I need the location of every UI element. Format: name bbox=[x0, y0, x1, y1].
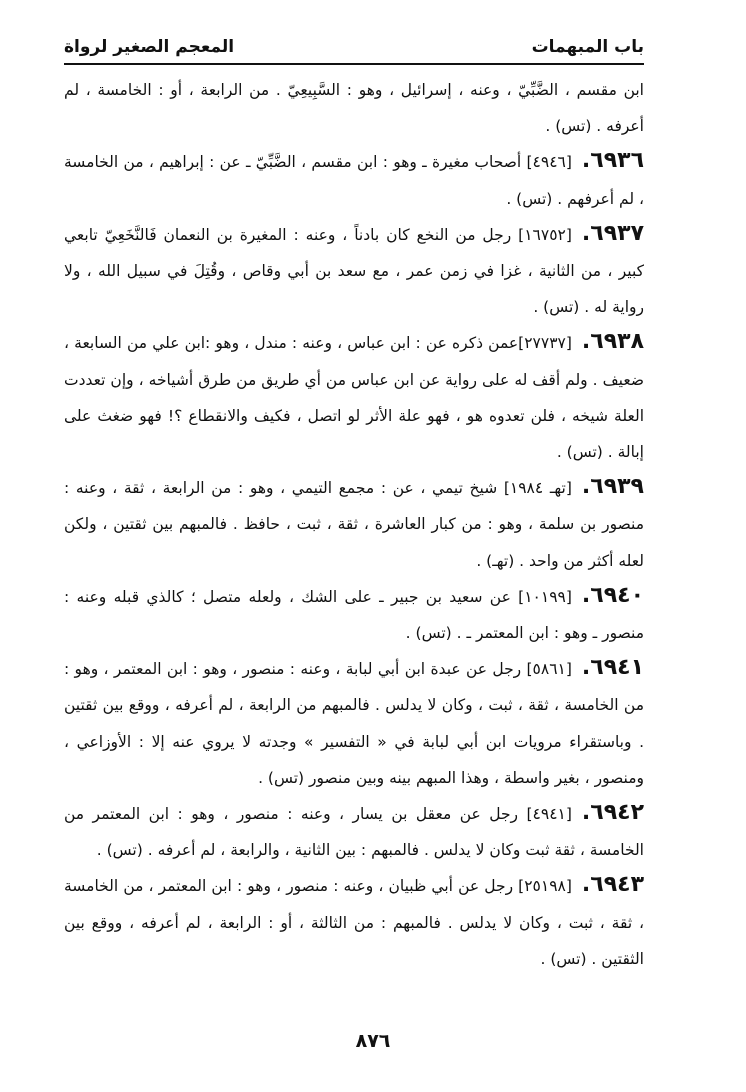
running-header bbox=[64, 30, 644, 64]
entry-6939 bbox=[64, 470, 644, 579]
entry-number: ٦٩٤١. bbox=[581, 655, 644, 681]
header-divider bbox=[64, 63, 644, 65]
entry-6941 bbox=[64, 651, 644, 796]
entry-text: [٤٩٤٦] أصحاب مغيرة ـ وهو : ابن مقسم ، الضَّبِّيّ ـ عن : إبراهيم ، من الخامسة ، لم أعرفهم . (تس) . bbox=[64, 153, 644, 208]
entry-text: [٥٨٦١] رجل عن عبدة ابن أبي لبابة ، وعنه : منصور ، وهو : ابن المعتمر ، وهو : من الخامسة ، ثقة ، ثبت ، وكان لا يدلس . فالمبهم من الرابعة ، لم أعرفه ، ووقع بين ثقتين . وباستقراء مرويات ابن أبي لبابة في « التفسير » وجدته لا يروي عنه إلا : الأوزاعي ، ومنصور ، بغير واسطة ، وهذا المبهم بينه وبين منصور (تس) . bbox=[64, 660, 644, 787]
entry-number: ٦٩٤٢. bbox=[581, 800, 644, 826]
entry-number: ٦٩٣٦. bbox=[581, 148, 644, 174]
entry-6940 bbox=[64, 579, 644, 651]
entry-6942 bbox=[64, 796, 644, 868]
entry-number: ٦٩٣٧. bbox=[581, 220, 644, 246]
entry-number: ٦٩٣٩. bbox=[581, 474, 644, 500]
entry-6936 bbox=[64, 144, 644, 216]
intro-paragraph: ابن مقسم ، الضَّبِّيّ ، وعنه ، إسرائيل ، وهو : السَّبِيعِيّ . من الرابعة ، أو : الخامسة ، لم أعرفه . (تس) . bbox=[64, 81, 644, 136]
entry-text: [١٠١٩٩] عن سعيد بن جبير ـ على الشك ، ولعله متصل ؛ كالذي قبله وعنه : منصور ـ وهو : ابن المعتمر ـ . (تس) . bbox=[64, 587, 644, 643]
entry-number: ٦٩٤٣. bbox=[581, 872, 644, 898]
page-body bbox=[64, 72, 644, 977]
entry-text: [٢٧٧٣٧]عمن ذكره عن : ابن عباس ، وعنه : مندل ، وهو :ابن علي من السابعة ، ضعيف . ولم أقف له على رواية عن ابن عباس من أي طريق من طرق أشياخه ، وإن تعددت العلة شيخه ، فلن تعدوه هو ، فهو علة الأثر لو اتصل ، فكيف والانقطاع ؟! فهو ضغث على إبالة . (تس) . bbox=[64, 334, 644, 462]
entry-number: ٦٩٤٠. bbox=[581, 582, 644, 608]
entry-text: [٢٥١٩٨] رجل عن أبي ظبيان ، وعنه : منصور ، وهو : ابن المعتمر ، من الخامسة ، ثقة ، ثبت ، وكان لا يدلس . فالمبهم : من الثالثة ، أو : الرابعة ، لم أعرفه ، ووقع بين الثقتين . (تس) . bbox=[64, 877, 644, 968]
entry-6937 bbox=[64, 217, 644, 326]
book-title: المعجم الصغير لرواة bbox=[64, 37, 235, 57]
entry-6938 bbox=[64, 325, 644, 470]
chapter-title: باب المبهمات bbox=[531, 37, 644, 57]
page-number: ٨٧٦ bbox=[355, 1030, 391, 1052]
entry-text: [تهـ ١٩٨٤] شيخ تيمي ، عن : مجمع التيمي ، وهو : من الرابعة ، ثقة ، وعنه : منصور بن سلمة ، وهو : من كبار العاشرة ، ثقة ، ثبت ، حافظ . فالمبهم بين ثقتين ، ولكن لعله أكثر من واحد . (تهـ) . bbox=[64, 479, 644, 570]
entry-text: [٤٩٤١] رجل عن معقل بن يسار ، وعنه : منصور ، وهو : ابن المعتمر من الخامسة ، ثقة ثبت وكان لا يدلس . فالمبهم : بين الثانية ، والرابعة ، لم أعرفه . (تس) . bbox=[64, 805, 644, 860]
entry-6943 bbox=[64, 868, 644, 977]
entry-number: ٦٩٣٨. bbox=[581, 329, 644, 355]
entry-text: [١٦٧٥٢] رجل من النخع كان بادناً ، وعنه : المغيرة بن النعمان فَالنَّخَعِيّ تابعي كبير ، من الثانية ، غزا في زمن عمر ، مع سعد بن أبي وقاص ، وقُتِلَ في سبيل الله ، ولا رواية له . (تس) . bbox=[64, 225, 644, 317]
